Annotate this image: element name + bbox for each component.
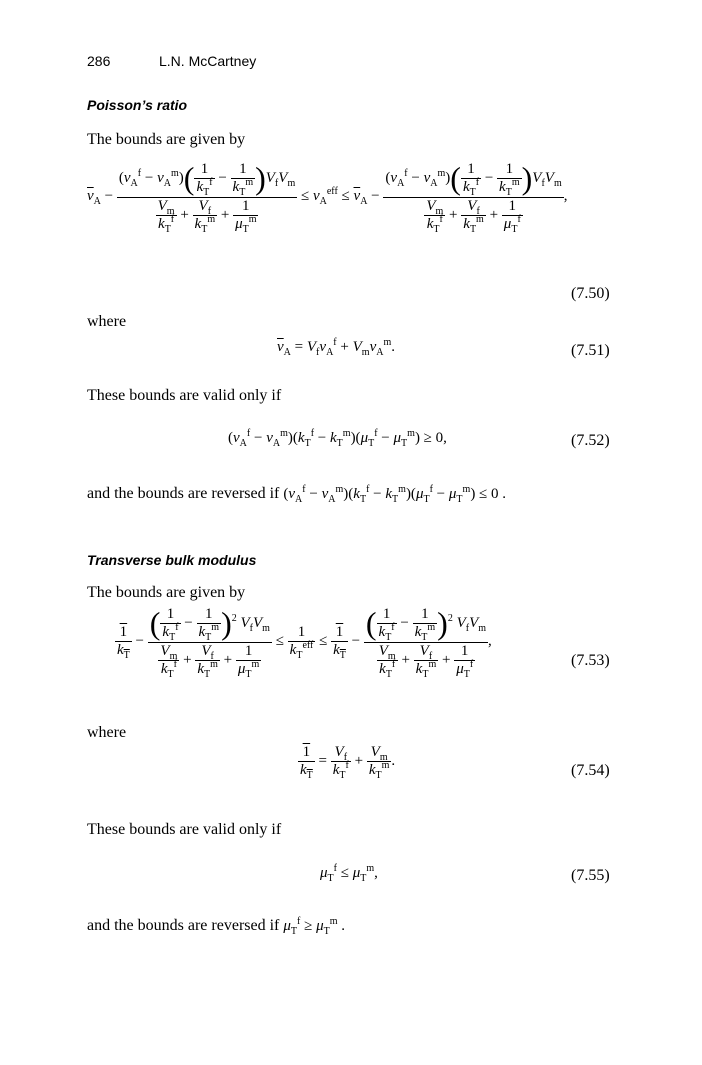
equation-number-7-51: (7.51) xyxy=(571,342,610,359)
equation-number-7-50: (7.50) xyxy=(571,285,610,302)
section2-where: where xyxy=(87,724,127,741)
equation-7-55: $\mu_T^f \le \mu_T^m$, xyxy=(320,863,378,884)
reversed-condition-1: $(\nu_A^f - \nu_A^m)(k_T^f - k_T^m)(\mu_T^f - \mu_T^m) \le 0$ . xyxy=(283,484,507,505)
equation-7-50: $\overline{\nu}_A$ − $(\nu_A^f - \nu_A^m)$( $\frac{1}{k_T^f}$ − $\frac{1}{k_T^m}$ )$V_fV_m$ $\frac{V_m}{k_T^f}$ + $\frac{V_f}{k_T^m}$ + $\frac{1}{\mu_T^m}$ ≤ $\nu_A^{eff} \le \overline{\nu}_A$ − $(\nu_A^f - \nu_A^m)$( $\frac{1}{k_T^f}$ − $\frac{1}{k_T^m}$ )$V_fV_m$ $\frac{V_m}{k_T^f}$ + $\frac{V_f}{k_T^m}$ + $\frac{1}{\mu_T^f}$ , xyxy=(87,160,568,235)
equation-number-7-54: (7.54) xyxy=(571,762,610,779)
running-header xyxy=(87,53,256,69)
section1-intro: The bounds are given by xyxy=(87,131,246,148)
page-number: 286 xyxy=(87,53,111,69)
section1-valid-text: These bounds are valid only if xyxy=(87,387,282,404)
equation-7-53: $\frac{1}{k_T}$ − ( $\frac{1}{k_T^f}$ − $\frac{1}{k_T^m}$ )$^2$ $V_fV_m$ $\frac{V_m}{k_T^f}$ + $\frac{V_f}{k_T^m}$ + $\frac{1}{\mu_T^m}$ ≤ $\frac{1}{k_T^{eff}}$ ≤ $\frac{1}{k_T}$ − ( $\frac{1}{k_T^f}$ − $\frac{1}{k_T^m}$ )$^2$ $V_fV_m$ $\frac{V_m}{k_T^f}$ + $\frac{V_f}{k_T^m}$ + $\frac{1}{\mu_T^f}$ , xyxy=(117,605,492,680)
section2-valid-text: These bounds are valid only if xyxy=(87,821,282,838)
equation-7-51: $\overline{\nu}_A = V_f\nu_A^f + V_m\nu_A^m$. xyxy=(277,337,395,358)
section1-reversed-line xyxy=(87,485,506,503)
equation-7-54: $\frac{1}{k_T}$ = $\frac{V_f}{k_T^f}$ + $\frac{V_m}{k_T^m}$ . xyxy=(300,744,396,781)
equation-number-7-55: (7.55) xyxy=(571,867,610,884)
reversed-condition-2: $\mu_T^f \ge \mu_T^m$ . xyxy=(283,916,346,937)
section1-reversed-text: and the bounds are reversed if xyxy=(87,485,280,502)
equation-7-52: $(\nu_A^f - \nu_A^m)(k_T^f - k_T^m)(\mu_T^f - \mu_T^m) \ge 0$, xyxy=(228,428,447,449)
section2-intro: The bounds are given by xyxy=(87,584,246,601)
section-title-poisson: Poisson’s ratio xyxy=(87,97,188,113)
section2-reversed-line xyxy=(87,917,345,935)
section2-reversed-text: and the bounds are reversed if xyxy=(87,917,280,934)
running-author: L.N. McCartney xyxy=(159,53,257,69)
equation-number-7-52: (7.52) xyxy=(571,432,610,449)
section-title-bulk-modulus: Transverse bulk modulus xyxy=(87,552,257,568)
section1-where: where xyxy=(87,313,127,330)
equation-number-7-53: (7.53) xyxy=(571,652,610,669)
